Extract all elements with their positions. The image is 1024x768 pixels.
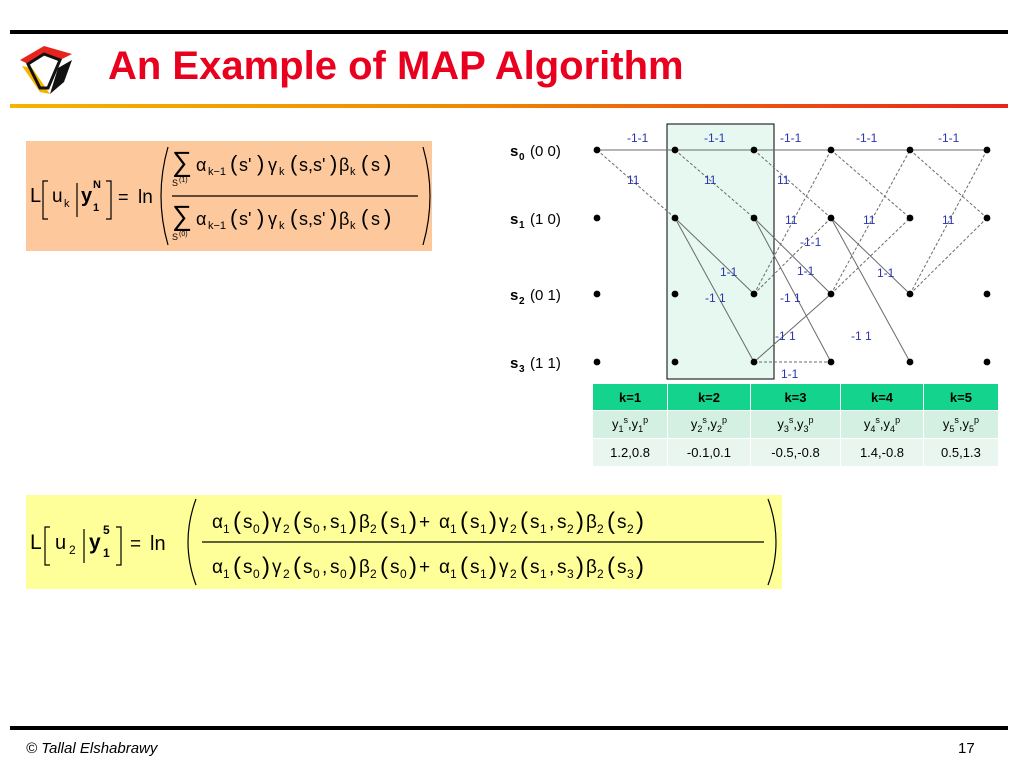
observation-cell: $y_2^s,y_2^p$ <box>668 411 751 439</box>
svg-text:2: 2 <box>510 522 517 536</box>
svg-text:+: + <box>419 557 431 578</box>
svg-text:α: α <box>196 155 207 175</box>
title-underline <box>10 104 1008 108</box>
svg-text:β: β <box>586 557 597 578</box>
column-header: k=2 <box>668 384 751 411</box>
edge-label: -1-1 <box>627 131 649 145</box>
equals-sign: = <box>130 534 142 555</box>
trellis-node <box>907 291 914 298</box>
footer-rule <box>10 726 1008 730</box>
edge-label: 11 <box>785 213 798 227</box>
state-label-s3 <box>510 355 561 375</box>
svg-text:): ) <box>576 508 584 535</box>
svg-text:k: k <box>350 166 356 178</box>
svg-text:3: 3 <box>519 364 525 375</box>
svg-text:(: ( <box>230 151 238 176</box>
equals-sign: = <box>118 187 129 207</box>
svg-text:1: 1 <box>223 567 230 581</box>
svg-text:1: 1 <box>480 522 487 536</box>
numerator-product <box>196 151 391 178</box>
top-rule <box>10 30 1008 34</box>
table-header-row <box>593 384 999 411</box>
denominator-product <box>196 205 391 232</box>
llr-symbol: L <box>30 185 42 207</box>
u-symbol: u <box>52 186 63 207</box>
svg-text:s: s <box>330 512 340 533</box>
trellis-node <box>828 215 835 222</box>
observation-cell: $y_3^s,y_3^p$ <box>750 411 840 439</box>
y-subscript: 1 <box>103 546 110 560</box>
value-cell: -0.5,-0.8 <box>750 439 840 467</box>
edge-label: -1 1 <box>775 329 796 343</box>
svg-text:): ) <box>636 553 644 580</box>
svg-text:(: ( <box>380 553 388 580</box>
svg-text:α: α <box>212 512 223 533</box>
svg-text:α: α <box>196 209 207 229</box>
trellis-node <box>984 147 991 154</box>
svg-text:γ: γ <box>268 209 277 229</box>
column-header: k=3 <box>750 384 840 411</box>
sum-set-sup: (1) <box>179 177 188 184</box>
svg-text:(: ( <box>361 151 369 176</box>
svg-text:1: 1 <box>450 522 457 536</box>
svg-text:γ: γ <box>272 512 282 533</box>
state-label-s0 <box>510 143 561 163</box>
svg-text:β: β <box>359 512 370 533</box>
page-number: 17 <box>958 740 975 757</box>
trellis-node <box>984 359 991 366</box>
state-labels <box>510 143 561 375</box>
edge-s0-s1 <box>831 150 910 218</box>
svg-text:s: s <box>510 287 519 304</box>
edge-label: -1 1 <box>705 291 726 305</box>
svg-text:β: β <box>339 209 350 229</box>
svg-text:s: s <box>303 557 313 578</box>
svg-text:0: 0 <box>253 567 260 581</box>
svg-text:,: , <box>322 512 328 533</box>
svg-text:2: 2 <box>370 522 377 536</box>
slide-title: An Example of MAP Algorithm <box>108 44 684 88</box>
svg-text:(: ( <box>290 151 298 176</box>
sum-symbol-den: ∑ <box>172 200 192 231</box>
svg-text:s: s <box>557 512 567 533</box>
example-numerator <box>212 508 644 536</box>
edge-label: -1-1 <box>856 131 878 145</box>
svg-text:s: s <box>470 512 480 533</box>
svg-text:1: 1 <box>400 522 407 536</box>
ln-operator: ln <box>138 187 153 208</box>
edge-label: -1-1 <box>780 131 802 145</box>
svg-text:s: s <box>510 211 519 228</box>
svg-text:): ) <box>262 508 270 535</box>
svg-text:3: 3 <box>627 567 634 581</box>
svg-text:): ) <box>257 151 265 176</box>
value-cell: 1.2,0.8 <box>593 439 668 467</box>
edge-label: 11 <box>942 213 955 227</box>
svg-text:(: ( <box>293 553 301 580</box>
edge-label: -1-1 <box>938 131 960 145</box>
svg-text:0: 0 <box>519 152 525 163</box>
svg-text:s: s <box>390 512 400 533</box>
trellis-node <box>907 147 914 154</box>
sum-set-den: S <box>172 232 179 242</box>
svg-text:1: 1 <box>480 567 487 581</box>
svg-text:s,s': s,s' <box>299 209 326 229</box>
svg-text:): ) <box>384 151 392 176</box>
svg-text:1: 1 <box>519 220 525 231</box>
svg-text:s: s <box>390 557 400 578</box>
sum-symbol: ∑ <box>172 146 192 177</box>
svg-text:α: α <box>439 557 450 578</box>
observation-cell: $y_1^s,y_1^p$ <box>593 411 668 439</box>
observation-cell: $y_5^s,y_5^p$ <box>923 411 998 439</box>
trellis-node <box>907 215 914 222</box>
svg-text:s: s <box>371 209 380 229</box>
svg-text:): ) <box>330 205 338 230</box>
svg-text:0: 0 <box>253 522 260 536</box>
column-header: k=1 <box>593 384 668 411</box>
trellis-node <box>594 215 601 222</box>
edge-label: 1-1 <box>781 367 799 381</box>
copyright-text: © Tallal Elshabrawy <box>26 740 158 757</box>
svg-text:k−1: k−1 <box>208 220 227 232</box>
svg-text:(: ( <box>460 508 468 535</box>
svg-text:(: ( <box>230 205 238 230</box>
svg-text:(1 1): (1 1) <box>530 355 561 372</box>
svg-text:(: ( <box>293 508 301 535</box>
svg-text:s: s <box>617 557 627 578</box>
svg-text:2: 2 <box>597 522 604 536</box>
edge-label: 11 <box>777 173 790 187</box>
edge-label: 11 <box>863 213 876 227</box>
svg-text:): ) <box>262 553 270 580</box>
trellis-node <box>828 291 835 298</box>
svg-text:,: , <box>549 512 555 533</box>
ln-operator: ln <box>150 533 166 555</box>
state-label-s1 <box>510 211 561 231</box>
trellis-node <box>751 147 758 154</box>
llr-symbol: L <box>30 531 42 554</box>
svg-text:): ) <box>636 508 644 535</box>
svg-text:2: 2 <box>510 567 517 581</box>
svg-text:(: ( <box>607 508 615 535</box>
svg-text:1: 1 <box>540 567 547 581</box>
example-denominator <box>212 553 644 581</box>
llr-general-formula <box>26 141 432 251</box>
svg-text:(1 0): (1 0) <box>530 211 561 228</box>
svg-text:): ) <box>349 508 357 535</box>
column-header: k=5 <box>923 384 998 411</box>
svg-text:2: 2 <box>370 567 377 581</box>
svg-text:γ: γ <box>499 557 509 578</box>
trellis-node <box>751 215 758 222</box>
svg-text:3: 3 <box>567 567 574 581</box>
y-superscript: 5 <box>103 523 110 537</box>
trellis-diagram <box>505 118 1005 386</box>
sum-set-den-sup: (0) <box>179 231 188 238</box>
edge-label: 11 <box>704 173 717 187</box>
svg-text:2: 2 <box>283 522 290 536</box>
edge-label: -1-1 <box>800 235 822 249</box>
trellis-node <box>672 359 679 366</box>
edge-label: -1 1 <box>780 291 801 305</box>
svg-text:k: k <box>279 220 285 232</box>
y-subscript: 1 <box>93 202 100 214</box>
edge-label: -1 1 <box>851 329 872 343</box>
llr-example-formula <box>26 495 782 589</box>
sum-set: S <box>172 178 179 188</box>
trellis-node <box>594 359 601 366</box>
svg-text:(: ( <box>233 508 241 535</box>
observation-cell: $y_4^s,y_4^p$ <box>841 411 924 439</box>
column-header: k=4 <box>841 384 924 411</box>
trellis-node <box>984 215 991 222</box>
svg-text:(: ( <box>460 553 468 580</box>
svg-text:γ: γ <box>268 155 277 175</box>
svg-text:γ: γ <box>272 557 282 578</box>
svg-text:s: s <box>510 355 519 372</box>
svg-text:s: s <box>243 557 253 578</box>
value-cell: -0.1,0.1 <box>668 439 751 467</box>
trellis-node <box>672 215 679 222</box>
svg-text:,: , <box>322 557 328 578</box>
table-row <box>593 439 999 467</box>
svg-text:): ) <box>409 508 417 535</box>
svg-text:s: s <box>470 557 480 578</box>
svg-text:s: s <box>617 512 627 533</box>
trellis-node <box>751 291 758 298</box>
y-superscript: N <box>93 179 101 191</box>
svg-text:0: 0 <box>340 567 347 581</box>
svg-text:(: ( <box>233 553 241 580</box>
trellis-node <box>828 147 835 154</box>
edge-s2-s1 <box>910 218 987 294</box>
svg-text:k: k <box>279 166 285 178</box>
svg-text:0: 0 <box>313 567 320 581</box>
table-row <box>593 411 999 439</box>
svg-text:(0 0): (0 0) <box>530 143 561 160</box>
svg-text:k: k <box>350 220 356 232</box>
trellis-node <box>672 147 679 154</box>
svg-text:s': s' <box>239 209 252 229</box>
svg-text:,: , <box>549 557 555 578</box>
svg-text:): ) <box>384 205 392 230</box>
svg-text:k−1: k−1 <box>208 166 227 178</box>
svg-text:1: 1 <box>340 522 347 536</box>
u-subscript: 2 <box>69 543 76 557</box>
svg-text:): ) <box>489 508 497 535</box>
svg-text:2: 2 <box>627 522 634 536</box>
svg-text:β: β <box>586 512 597 533</box>
svg-text:(: ( <box>380 508 388 535</box>
svg-text:0: 0 <box>400 567 407 581</box>
svg-text:): ) <box>576 553 584 580</box>
trellis-node <box>594 291 601 298</box>
svg-text:(: ( <box>520 508 528 535</box>
svg-text:(: ( <box>290 205 298 230</box>
svg-text:s: s <box>371 155 380 175</box>
edge-s0-s1 <box>910 150 987 218</box>
svg-text:1: 1 <box>450 567 457 581</box>
svg-text:γ: γ <box>499 512 509 533</box>
svg-text:(0 1): (0 1) <box>530 287 561 304</box>
svg-text:1: 1 <box>540 522 547 536</box>
svg-text:s: s <box>530 557 540 578</box>
edge-label: 1-1 <box>877 266 895 280</box>
svg-text:): ) <box>349 553 357 580</box>
observation-table <box>592 383 999 467</box>
edge-label: 11 <box>627 173 640 187</box>
svg-text:2: 2 <box>597 567 604 581</box>
state-label-s2 <box>510 287 561 307</box>
svg-text:0: 0 <box>313 522 320 536</box>
edge-label: 1-1 <box>720 265 738 279</box>
svg-text:s: s <box>530 512 540 533</box>
u-symbol: u <box>55 532 67 554</box>
trellis-node <box>751 359 758 366</box>
svg-text:(: ( <box>607 553 615 580</box>
svg-text:α: α <box>439 512 450 533</box>
trellis-node <box>672 291 679 298</box>
trellis-node <box>828 359 835 366</box>
svg-text:+: + <box>419 512 431 533</box>
y-symbol: y <box>89 531 101 554</box>
trellis-node <box>907 359 914 366</box>
svg-text:): ) <box>489 553 497 580</box>
y-symbol: y <box>81 185 93 207</box>
svg-text:): ) <box>330 151 338 176</box>
svg-text:(: ( <box>361 205 369 230</box>
trellis-node <box>984 291 991 298</box>
svg-text:s: s <box>303 512 313 533</box>
svg-text:α: α <box>212 557 223 578</box>
highlight-k2 <box>667 124 774 379</box>
svg-text:2: 2 <box>519 296 525 307</box>
value-cell: 0.5,1.3 <box>923 439 998 467</box>
svg-text:s: s <box>557 557 567 578</box>
svg-text:): ) <box>409 553 417 580</box>
edge-label: 1-1 <box>797 264 815 278</box>
svg-text:(: ( <box>520 553 528 580</box>
svg-text:2: 2 <box>567 522 574 536</box>
svg-text:2: 2 <box>283 567 290 581</box>
edge-label: -1-1 <box>704 131 726 145</box>
svg-text:β: β <box>359 557 370 578</box>
value-cell: 1.4,-0.8 <box>841 439 924 467</box>
svg-text:): ) <box>257 205 265 230</box>
svg-text:1: 1 <box>223 522 230 536</box>
university-logo-icon <box>14 38 78 102</box>
svg-text:s,s': s,s' <box>299 155 326 175</box>
svg-text:s: s <box>330 557 340 578</box>
u-subscript: k <box>64 198 70 210</box>
svg-text:s: s <box>243 512 253 533</box>
trellis-node <box>594 147 601 154</box>
svg-text:β: β <box>339 155 350 175</box>
svg-text:s: s <box>510 143 519 160</box>
svg-text:s': s' <box>239 155 252 175</box>
